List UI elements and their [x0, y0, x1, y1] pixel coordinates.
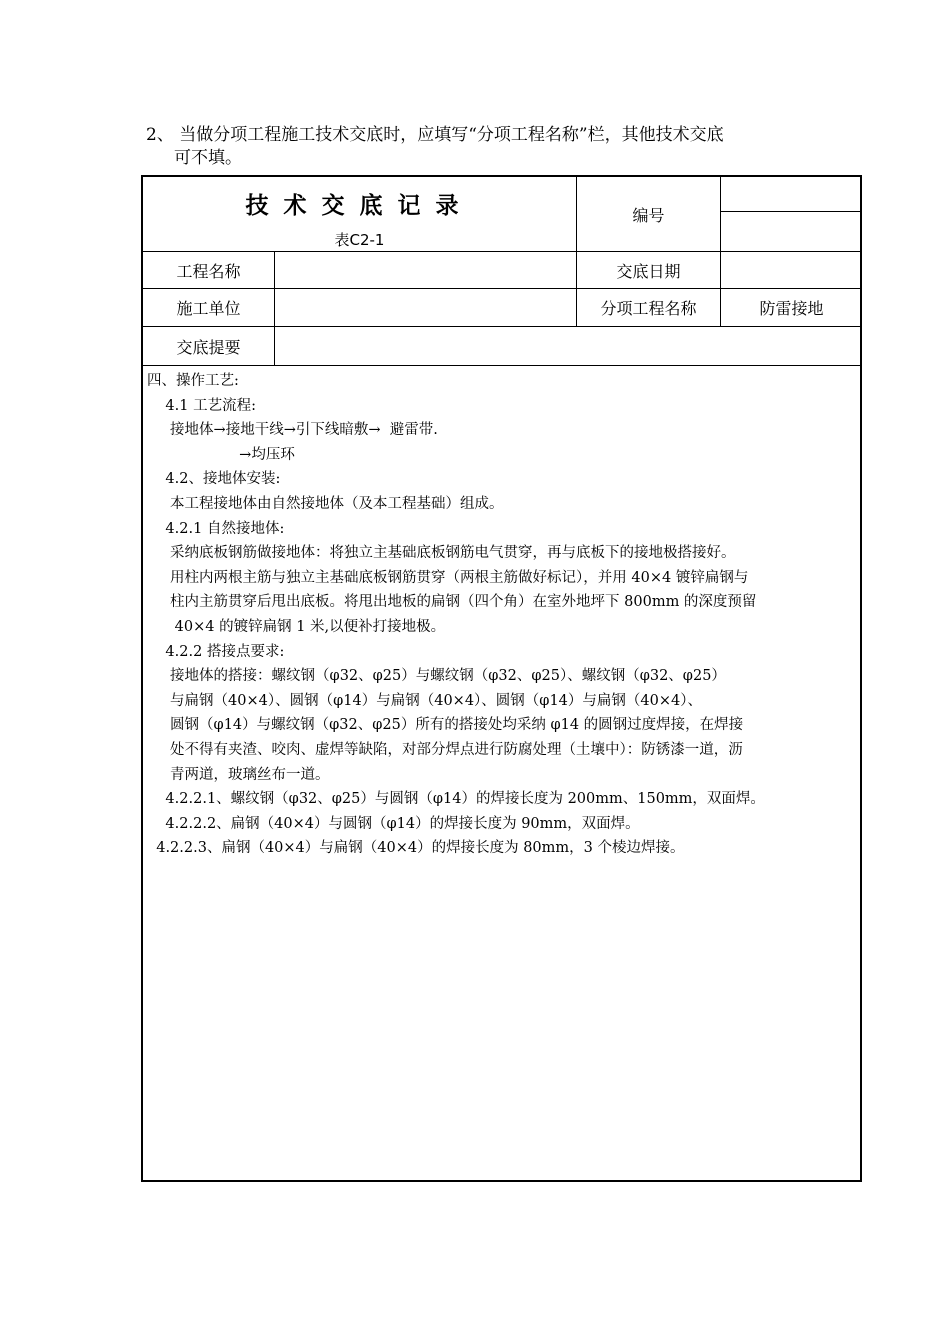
content-line: 处不得有夹渣、咬肉、虚焊等缺陷，对部分焊点进行防腐处理（土壤中）：防锈漆一道，沥 — [147, 741, 743, 758]
content-line: 4.2.2.3、扁钢（40×4）与扁钢（40×4）的焊接长度为 80mm，3 个棱边焊接。 — [147, 840, 685, 857]
content-line: 用柱内两根主筋与独立主基础底板钢筋贯穿（两根主筋做好标记），并用 40×4 镀锌扁钢与 — [147, 569, 749, 586]
disclosure-date-field[interactable] — [721, 252, 862, 288]
instruction-note — [146, 124, 826, 170]
content-line: 接地体的搭接：螺纹钢（φ32、φ25）与螺纹钢（φ32、φ25）、螺纹钢（φ32、φ25） — [147, 668, 726, 685]
sub-project-label: 分项工程名称 — [600, 299, 697, 318]
row-divider — [143, 365, 862, 366]
content-line: 4.1 工艺流程: — [147, 397, 256, 414]
content-line: 与扁钢（40×4）、圆钢（φ14）与扁钢（40×4）、圆钢（φ14）与扁钢（40×4）、 — [147, 692, 702, 709]
project-name-field[interactable] — [275, 252, 576, 288]
number-field-2[interactable] — [721, 212, 862, 251]
content-line: 柱内主筋贯穿后甩出底板。将甩出地板的扁钢（四个角）在室外地坪下 800mm 的深度预留 — [147, 594, 757, 611]
form-title: 技术交底记录 — [245, 193, 474, 219]
content-line: 采纳底板钢筋做接地体：将独立主基础底板钢筋电气贯穿，再与底板下的接地极搭接好。 — [147, 545, 736, 562]
content-line: 青两道，玻璃丝布一道。 — [147, 766, 330, 783]
disclosure-content — [147, 369, 859, 861]
summary-label: 交底提要 — [176, 337, 241, 357]
content-line: 4.2、接地体安装: — [147, 471, 281, 488]
content-line: 4.2.2.1、螺纹钢（φ32、φ25）与圆钢（φ14）的焊接长度为 200mm、150mm，双面焊。 — [147, 791, 765, 808]
content-line: 圆钢（φ14）与螺纹钢（φ32、φ25）所有的搭接处均采纳 φ14 的圆钢过度焊接，在焊接 — [147, 717, 744, 734]
summary-field[interactable] — [275, 327, 862, 365]
number-label: 编号 — [632, 205, 665, 225]
content-line: 40×4 的镀锌扁钢 1 米,以便补打接地极。 — [147, 618, 446, 635]
content-line: 本工程接地体由自然接地体（及本工程基础）组成。 — [147, 495, 504, 512]
disclosure-date-label: 交底日期 — [616, 261, 681, 281]
construction-unit-label: 施工单位 — [176, 299, 241, 318]
content-line: 4.2.2.2、扁钢（40×4）与圆钢（φ14）的焊接长度为 90mm，双面焊。 — [147, 815, 640, 832]
content-line: 四、操作工艺: — [147, 373, 239, 389]
note-line-2: 可不填。 — [174, 148, 242, 168]
disclosure-record-form — [141, 175, 862, 1182]
content-line: 4.2.2 搭接点要求: — [147, 643, 285, 660]
construction-unit-field[interactable] — [275, 289, 576, 326]
number-field[interactable] — [721, 177, 862, 211]
project-name-label: 工程名称 — [176, 261, 241, 281]
form-number: 表C2-1 — [334, 231, 385, 249]
content-line: 4.2.1 自然接地体: — [147, 520, 285, 537]
content-line: →均压环 — [147, 446, 295, 463]
sub-project-field[interactable]: 防雷接地 — [759, 299, 824, 318]
content-line: 接地体→接地干线→引下线暗敷→ 避雷带. — [147, 422, 438, 439]
note-line-1: 2、 当做分项工程施工技术交底时，应填写“分项工程名称”栏，其他技术交底 — [146, 125, 724, 145]
